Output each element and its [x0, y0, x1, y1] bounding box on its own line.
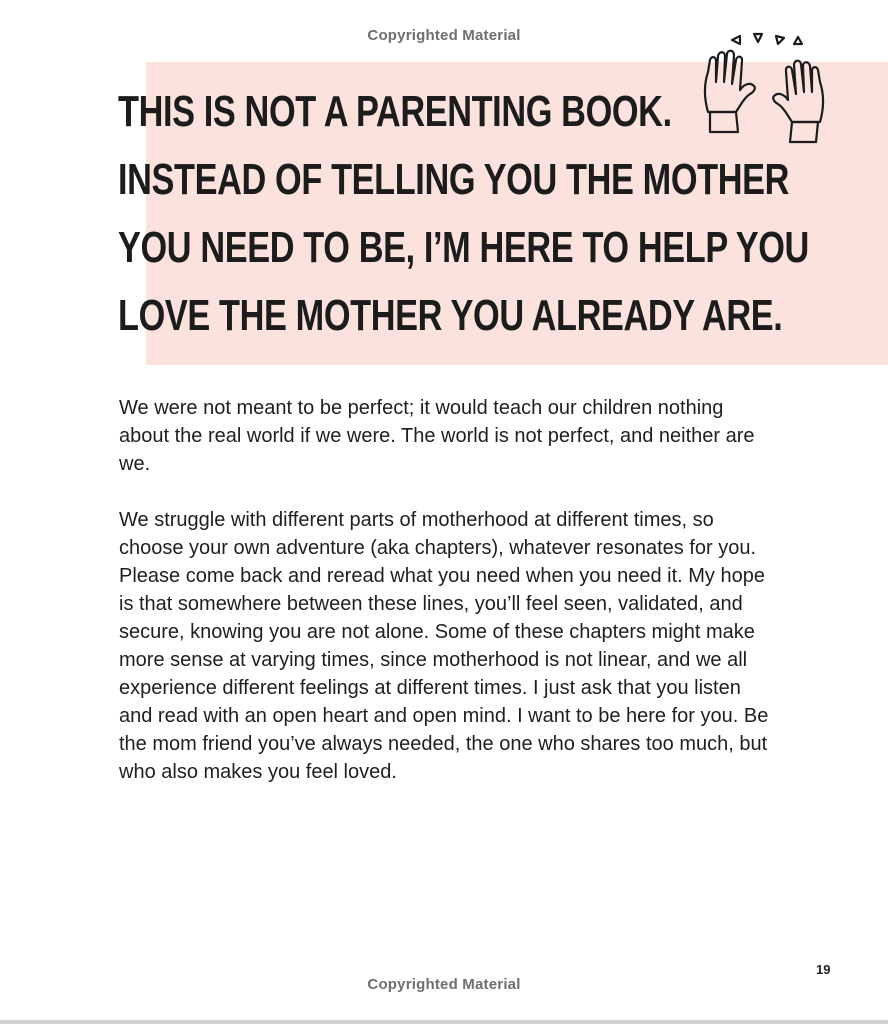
- copyright-watermark-bottom: Copyrighted Material: [367, 976, 521, 993]
- page-number: 19: [816, 962, 831, 977]
- headline-line: INSTEAD OF TELLING YOU THE MOTHER: [118, 155, 790, 204]
- page-bottom-edge: [0, 1020, 888, 1024]
- headline-line: YOU NEED TO BE, I’M HERE TO HELP YOU: [118, 223, 809, 272]
- page-headline: [118, 78, 809, 350]
- headline-line: LOVE THE MOTHER YOU ALREADY ARE.: [118, 291, 783, 340]
- body-paragraph: We were not meant to be perfect; it would teach our children nothing about the real world if we were. The world is not perfect, and neither are we.: [119, 397, 755, 475]
- raised-hands-icon: [696, 26, 832, 150]
- headline-line: THIS IS NOT A PARENTING BOOK.: [118, 87, 672, 136]
- copyright-watermark-top: Copyrighted Material: [367, 27, 521, 44]
- body-paragraph: We struggle with different parts of motherhood at different times, so choose your own adventure (aka chapters), whatever resonates for you. Please come back and reread what you need when you need it. My hope is that somewhere between these lines, you’ll feel seen, validated, and secure, knowing you are not alone. Some of these chapters might make more sense at varying times, since motherhood is not linear, and we all experience different feelings at different times. I just ask that you listen and read with an open heart and open mind. I want to be here for you. Be the mom friend you’ve always needed, the one who shares too much, but who also makes you feel loved.: [119, 509, 769, 783]
- body-text: [119, 394, 779, 814]
